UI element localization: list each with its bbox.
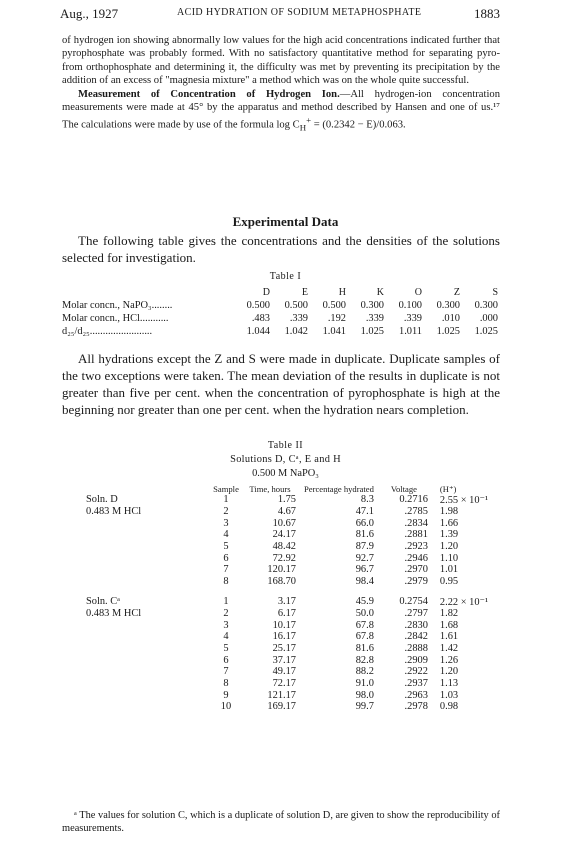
- formula-rest: = (0.2342 − E)/0.063.: [311, 119, 406, 131]
- section-title: Experimental Data: [232, 214, 339, 229]
- header-title: ACID HYDRATION OF SODIUM METAPHOSPHATE: [177, 7, 422, 18]
- empty-cell: [62, 689, 208, 701]
- time-cell: 16.17: [272, 631, 296, 643]
- sample-cell: 8: [223, 677, 229, 689]
- table1-cell: 0.100: [398, 300, 422, 311]
- empty-cell: [62, 678, 208, 690]
- h-ion-header: (H⁺): [439, 483, 457, 494]
- empty-cell: [62, 564, 208, 576]
- formula-subscript: H: [299, 123, 307, 134]
- voltage-cell: .2785: [404, 506, 428, 518]
- voltage-cell: 0.2716: [399, 494, 428, 506]
- h-ion-cell: 1.20: [439, 666, 459, 678]
- empty-cell: [62, 529, 208, 541]
- table2-caption: Table II: [267, 440, 304, 451]
- h-ion-cell: 0.95: [439, 576, 459, 588]
- percentage-cell: 47.1: [355, 506, 374, 518]
- table1-col-header: K: [376, 287, 384, 298]
- table1-row: [62, 312, 498, 325]
- footnote: ᵃ The values for solution C, which is a duplicate of solution D, are given to show the reproducibility of measurements.: [62, 810, 500, 834]
- table2-row: [62, 631, 500, 643]
- time-cell: 48.42: [272, 541, 296, 553]
- h-ion-cell: 1.20: [439, 541, 459, 553]
- table2: [62, 482, 500, 713]
- empty-cell: [62, 666, 208, 678]
- sample-cell: 2: [223, 607, 229, 619]
- time-cell: 1.75: [277, 494, 296, 506]
- percentage-cell: 81.6: [355, 642, 374, 654]
- h-ion-cell: 0.98: [439, 701, 459, 713]
- empty-cell: [62, 552, 208, 564]
- percentage-cell: 92.7: [355, 552, 374, 564]
- table1-cell: .000: [479, 313, 498, 324]
- empty-cell: [62, 541, 208, 553]
- table1-col-header: O: [414, 287, 422, 298]
- voltage-cell: .2963: [404, 689, 428, 701]
- table1-cell: 1.041: [322, 326, 346, 337]
- measurement-heading: Measurement of Concentration of Hydrogen Ion.: [78, 88, 340, 100]
- group-label: Soln. Cᵃ: [86, 596, 121, 607]
- header-date: Aug., 1927: [60, 6, 119, 21]
- voltage-cell: .2797: [404, 607, 428, 619]
- sample-cell: 1: [223, 494, 229, 506]
- table1-row-label: d₂₅/d₂₅........................: [62, 326, 153, 337]
- sample-cell: 10: [220, 701, 232, 713]
- h-ion-cell: 1.39: [439, 529, 459, 541]
- table2-row: [62, 576, 500, 588]
- h-ion-cell: 1.61: [439, 631, 459, 643]
- table2-row: [62, 608, 500, 620]
- sample-cell: 2: [223, 506, 229, 518]
- time-cell: 168.70: [267, 576, 296, 588]
- percentage-cell: 45.9: [355, 596, 374, 607]
- group-spacer: [62, 588, 500, 596]
- empty-cell: [62, 517, 208, 529]
- table2-row: [62, 564, 500, 576]
- group-acid: 0.483 M HCl: [86, 607, 142, 619]
- intro-block: [62, 34, 500, 135]
- table1-cell: 0.300: [360, 300, 384, 311]
- voltage-cell: .2888: [404, 642, 428, 654]
- table1-col-header: Z: [453, 287, 460, 298]
- h-ion-cell: 1.68: [439, 619, 459, 631]
- table2-row: [62, 596, 500, 608]
- voltage-cell: .2834: [404, 517, 428, 529]
- h-ion-cell: 1.01: [439, 564, 459, 576]
- h-ion-cell: 1.98: [439, 506, 459, 518]
- table2-row: [62, 619, 500, 631]
- percentage-cell: 87.9: [355, 541, 374, 553]
- h-ion-cell: 2.22 × 10⁻¹: [439, 596, 489, 608]
- h-ion-cell: 2.55 × 10⁻¹: [439, 494, 489, 506]
- sample-cell: 3: [223, 619, 229, 631]
- table1-cell: .339: [403, 313, 422, 324]
- sample-cell: 6: [223, 654, 229, 666]
- time-cell: 72.92: [272, 552, 296, 564]
- measurement-text: —All hydrogen-ion concentration measurements were made at 45° by the apparatus and method described by Hansen and one of us.¹⁷ The calculations were made by use of the formula log C: [62, 88, 500, 131]
- percentage-cell: 98.0: [355, 689, 374, 701]
- sample-cell: 7: [223, 666, 229, 678]
- table2-row: [62, 552, 500, 564]
- voltage-cell: .2923: [404, 541, 428, 553]
- time-cell: 72.17: [272, 677, 296, 689]
- voltage-cell: .2842: [404, 631, 428, 643]
- voltage-cell: .2937: [404, 677, 428, 689]
- sample-cell: 7: [223, 564, 229, 576]
- table1-cell: .010: [441, 313, 460, 324]
- table2-subtitle: 0.500 M NaPO₃: [252, 468, 319, 479]
- table1-cell: 1.025: [436, 326, 460, 337]
- percentage-cell: 50.0: [355, 607, 374, 619]
- percentage-cell: 99.7: [355, 701, 374, 713]
- voltage-cell: .2970: [404, 564, 428, 576]
- voltage-cell: .2979: [404, 576, 428, 588]
- percentage-cell: 66.0: [355, 517, 374, 529]
- empty-cell: [62, 619, 208, 631]
- table1-cell: .339: [289, 313, 308, 324]
- time-header: Time, hours: [249, 483, 291, 494]
- table2-row: [62, 529, 500, 541]
- table2-row: [62, 654, 500, 666]
- sample-cell: 8: [223, 576, 229, 588]
- time-cell: 120.17: [267, 564, 296, 576]
- group-label: Soln. D: [86, 494, 118, 506]
- percentage-cell: 98.4: [355, 576, 374, 588]
- voltage-header: Voltage: [390, 483, 417, 494]
- sample-cell: 6: [223, 552, 229, 564]
- h-ion-cell: 1.82: [439, 607, 459, 619]
- table2-row: [62, 666, 500, 678]
- table1-cell: 1.025: [474, 326, 498, 337]
- sample-cell: 5: [223, 642, 229, 654]
- time-cell: 6.17: [277, 607, 296, 619]
- time-cell: 37.17: [272, 654, 296, 666]
- sample-cell: 4: [223, 631, 229, 643]
- intro-paragraph: of hydrogen ion showing abnormally low values for the high acid concentrations indicated further that pyrophosphate was probably formed. With no satisfactory quantitative method for separating pyro- from orthophosphate and determining it, the difficulty was met by preventing its precipitation by the addition of an excess of "magnesia mixture" a method which was on the whole quite successful.: [62, 35, 500, 87]
- sample-cell: 1: [223, 596, 229, 607]
- voltage-cell: .2978: [404, 701, 428, 713]
- table1-header-row: [62, 286, 498, 299]
- empty-cell: [62, 631, 208, 643]
- table2-row: [62, 494, 500, 506]
- h-ion-cell: 1.66: [439, 517, 459, 529]
- table2-row: [62, 517, 500, 529]
- time-cell: 3.17: [277, 596, 296, 607]
- voltage-cell: .2946: [404, 552, 428, 564]
- table1-col-header: E: [301, 287, 308, 298]
- table1-col-header: D: [262, 287, 270, 298]
- duplicate-block: [62, 350, 500, 418]
- h-ion-cell: 1.10: [439, 552, 459, 564]
- percentage-cell: 91.0: [355, 677, 374, 689]
- group-acid: 0.483 M HCl: [86, 506, 142, 518]
- percentage-cell: 96.7: [355, 564, 374, 576]
- voltage-cell: .2909: [404, 654, 428, 666]
- table1-cell: .483: [251, 313, 270, 324]
- page-number: 1883: [474, 6, 500, 21]
- table1-cell: 0.500: [284, 300, 308, 311]
- percentage-cell: 82.8: [355, 654, 374, 666]
- empty-cell: [62, 643, 208, 655]
- voltage-cell: .2881: [404, 529, 428, 541]
- table1-row: [62, 299, 498, 312]
- empty-cell: [62, 654, 208, 666]
- time-cell: 169.17: [267, 701, 296, 713]
- percentage-cell: 67.8: [355, 619, 374, 631]
- percentage-cell: 81.6: [355, 529, 374, 541]
- time-cell: 10.67: [272, 517, 296, 529]
- empty-cell: [62, 576, 208, 588]
- sample-cell: 5: [223, 541, 229, 553]
- formula-superscript: +: [306, 115, 312, 126]
- h-ion-cell: 1.13: [439, 677, 459, 689]
- time-cell: 49.17: [272, 666, 296, 678]
- table2-row: [62, 506, 500, 518]
- table1-row: [62, 325, 498, 338]
- table2-row: [62, 689, 500, 701]
- table1-cell: 1.025: [360, 326, 384, 337]
- table1-col-header: S: [492, 287, 498, 298]
- table1-cell: 1.044: [246, 326, 270, 337]
- h-ion-cell: 1.42: [439, 642, 459, 654]
- table1-cell: .339: [365, 313, 384, 324]
- time-cell: 4.67: [277, 506, 296, 518]
- h-ion-cell: 1.26: [439, 654, 459, 666]
- table-intro-block: [62, 232, 500, 266]
- measurement-paragraph: [62, 88, 500, 136]
- sample-cell: 9: [223, 689, 229, 701]
- table1-row-label: Molar concn., HCl...........: [62, 313, 169, 324]
- table1-cell: 0.300: [436, 300, 460, 311]
- table2-row: [62, 643, 500, 655]
- sample-header: Sample: [213, 483, 239, 494]
- percentage-cell: 8.3: [360, 494, 374, 506]
- empty-cell: [62, 701, 208, 713]
- table1-col-header: H: [338, 287, 346, 298]
- voltage-cell: 0.2754: [399, 596, 428, 607]
- percentage-cell: 88.2: [355, 666, 374, 678]
- table2-row: [62, 541, 500, 553]
- table2-header-row: [62, 482, 500, 494]
- time-cell: 10.17: [272, 619, 296, 631]
- table1-cell: 0.500: [322, 300, 346, 311]
- percentage-cell: 67.8: [355, 631, 374, 643]
- voltage-cell: .2922: [404, 666, 428, 678]
- table1-cell: .192: [327, 313, 346, 324]
- percentage-header: Percentage hydrated: [304, 483, 374, 494]
- table1-cell: 1.042: [284, 326, 308, 337]
- table1-cell: 0.300: [474, 300, 498, 311]
- table2-row: [62, 678, 500, 690]
- table2-row: [62, 701, 500, 713]
- h-ion-cell: 1.03: [439, 689, 459, 701]
- table1-caption: Table I: [269, 271, 302, 282]
- sample-cell: 4: [223, 529, 229, 541]
- sample-cell: 3: [223, 517, 229, 529]
- time-cell: 25.17: [272, 642, 296, 654]
- table1-row-label: Molar concn., NaPO₃........: [62, 300, 173, 311]
- table2-title: Solutions D, Cᵃ, E and H: [230, 454, 341, 465]
- table1-cell: 1.011: [399, 326, 422, 337]
- table-intro: The following table gives the concentrations and the densities of the solutions selected for investigation.: [62, 233, 500, 265]
- running-header: [60, 6, 500, 24]
- table1: [62, 286, 498, 338]
- time-cell: 24.17: [272, 529, 296, 541]
- table1-cell: 0.500: [246, 300, 270, 311]
- duplicate-paragraph: All hydrations except the Z and S were made in duplicate. Duplicate samples of the two exceptions were taken. The mean deviation of the results in duplicate is not greater than five per cent. when the concentration of pyrophosphate is high at the beginning nor greater than one per cent. when the hydration nears completion.: [62, 351, 500, 417]
- time-cell: 121.17: [267, 689, 296, 701]
- voltage-cell: .2830: [404, 619, 428, 631]
